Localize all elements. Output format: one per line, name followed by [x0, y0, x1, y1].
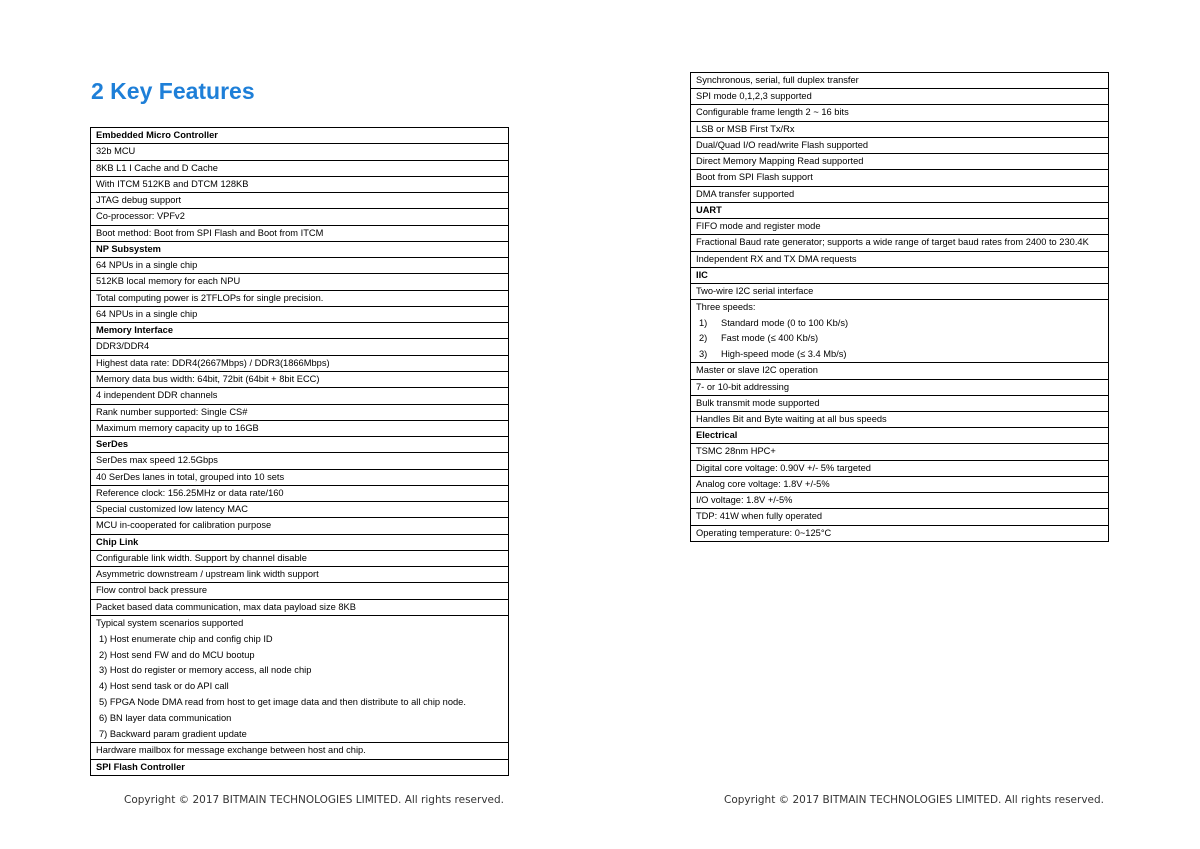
feature-cell: DDR3/DDR4	[91, 339, 509, 355]
feature-cell: Highest data rate: DDR4(2667Mbps) / DDR3(1866Mbps)	[91, 355, 509, 371]
table-row	[91, 144, 509, 160]
features-table-left	[90, 127, 509, 776]
footer-copyright-right: Copyright © 2017 BITMAIN TECHNOLOGIES LIMITED. All rights reserved.	[724, 794, 1105, 806]
feature-cell: Fractional Baud rate generator; supports a wide range of target baud rates from 2400 to 230.4K	[691, 235, 1109, 251]
feature-cell: Packet based data communication, max data payload size 8KB	[91, 599, 509, 615]
feature-cell: Bulk transmit mode supported	[691, 395, 1109, 411]
table-row	[691, 251, 1109, 267]
feature-cell: 512KB local memory for each NPU	[91, 274, 509, 290]
table-row	[691, 444, 1109, 460]
list-item-text: Fast mode (≤ 400 Kb/s)	[721, 333, 819, 344]
feature-list-item	[696, 331, 1103, 347]
table-row	[91, 160, 509, 176]
feature-cell: Reference clock: 156.25MHz or data rate/160	[91, 485, 509, 501]
table-row	[91, 743, 509, 759]
list-item-number: 2)	[699, 333, 708, 344]
list-item-number: 1)	[699, 317, 708, 328]
feature-cell: Co-processor: VPFv2	[91, 209, 509, 225]
table-row	[691, 525, 1109, 541]
feature-cell: Special customized low latency MAC	[91, 502, 509, 518]
feature-cell: 8KB L1 I Cache and D Cache	[91, 160, 509, 176]
table-row	[91, 339, 509, 355]
page-title: 2 Key Features	[91, 78, 255, 104]
feature-cell: 64 NPUs in a single chip	[91, 258, 509, 274]
features-table-right-body	[691, 73, 1109, 542]
list-item-text: High-speed mode (≤ 3.4 Mb/s)	[721, 348, 847, 359]
table-row	[91, 209, 509, 225]
table-row	[91, 615, 509, 742]
table-row	[691, 137, 1109, 153]
feature-cell: Digital core voltage: 0.90V +/- 5% targeted	[691, 460, 1109, 476]
list-item-number: 3)	[699, 348, 708, 359]
table-row	[691, 300, 1109, 363]
table-row	[691, 395, 1109, 411]
section-header-row	[91, 241, 509, 257]
section-header: Embedded Micro Controller	[91, 128, 509, 144]
feature-cell: Operating temperature: 0~125°C	[691, 525, 1109, 541]
feature-cell: Independent RX and TX DMA requests	[691, 251, 1109, 267]
feature-cell: Asymmetric downstream / upstream link width support	[91, 567, 509, 583]
feature-cell: Boot from SPI Flash support	[691, 170, 1109, 186]
table-row	[91, 599, 509, 615]
features-table-right	[690, 72, 1109, 542]
feature-cell: Synchronous, serial, full duplex transfer	[691, 73, 1109, 89]
table-row	[691, 121, 1109, 137]
table-row	[691, 284, 1109, 300]
table-row	[91, 469, 509, 485]
feature-cell: Two-wire I2C serial interface	[691, 284, 1109, 300]
feature-cell: Handles Bit and Byte waiting at all bus speeds	[691, 411, 1109, 427]
table-row	[91, 176, 509, 192]
table-row	[91, 583, 509, 599]
feature-cell: TSMC 28nm HPC+	[691, 444, 1109, 460]
table-row	[691, 235, 1109, 251]
feature-list-cell	[91, 615, 509, 742]
section-header: Memory Interface	[91, 323, 509, 339]
feature-cell: 32b MCU	[91, 144, 509, 160]
section-header: Electrical	[691, 428, 1109, 444]
section-header-row	[691, 428, 1109, 444]
feature-cell: Hardware mailbox for message exchange between host and chip.	[91, 743, 509, 759]
table-row	[91, 193, 509, 209]
feature-list-item	[696, 347, 1103, 363]
section-header: NP Subsystem	[91, 241, 509, 257]
feature-cell: Configurable link width. Support by channel disable	[91, 550, 509, 566]
feature-list-title: Typical system scenarios supported	[96, 617, 244, 628]
table-row	[691, 105, 1109, 121]
feature-list-item: 1) Host enumerate chip and config chip ID	[99, 633, 273, 644]
table-row	[691, 509, 1109, 525]
features-table-left-body	[91, 128, 509, 776]
table-row	[91, 355, 509, 371]
table-row	[91, 274, 509, 290]
table-row	[691, 493, 1109, 509]
table-row	[91, 225, 509, 241]
feature-cell: SPI mode 0,1,2,3 supported	[691, 89, 1109, 105]
section-header-row	[91, 534, 509, 550]
feature-cell: Maximum memory capacity up to 16GB	[91, 420, 509, 436]
section-header-row	[691, 267, 1109, 283]
feature-cell: TDP: 41W when fully operated	[691, 509, 1109, 525]
table-row	[691, 186, 1109, 202]
section-header: IIC	[691, 267, 1109, 283]
table-row	[91, 388, 509, 404]
feature-cell: 64 NPUs in a single chip	[91, 306, 509, 322]
feature-cell: 40 SerDes lanes in total, grouped into 10 sets	[91, 469, 509, 485]
table-row	[691, 219, 1109, 235]
table-row	[91, 485, 509, 501]
footer-copyright-left: Copyright © 2017 BITMAIN TECHNOLOGIES LIMITED. All rights reserved.	[124, 794, 505, 806]
table-row	[91, 258, 509, 274]
feature-list-item: 7) Backward param gradient update	[99, 728, 247, 739]
feature-list-item	[696, 316, 1103, 332]
feature-cell: Flow control back pressure	[91, 583, 509, 599]
feature-cell: Boot method: Boot from SPI Flash and Boot from ITCM	[91, 225, 509, 241]
table-row	[91, 371, 509, 387]
feature-list-cell	[691, 300, 1109, 363]
feature-cell: FIFO mode and register mode	[691, 219, 1109, 235]
table-row	[691, 476, 1109, 492]
feature-cell: DMA transfer supported	[691, 186, 1109, 202]
table-row	[91, 420, 509, 436]
section-header: SerDes	[91, 437, 509, 453]
feature-cell: LSB or MSB First Tx/Rx	[691, 121, 1109, 137]
feature-cell: Rank number supported: Single CS#	[91, 404, 509, 420]
list-item-text: Standard mode (0 to 100 Kb/s)	[721, 317, 849, 328]
table-row	[691, 154, 1109, 170]
feature-cell: Dual/Quad I/O read/write Flash supported	[691, 137, 1109, 153]
table-row	[91, 306, 509, 322]
table-row	[91, 453, 509, 469]
section-header-row	[91, 759, 509, 775]
table-row	[91, 290, 509, 306]
table-row	[691, 89, 1109, 105]
feature-cell: With ITCM 512KB and DTCM 128KB	[91, 176, 509, 192]
feature-cell: Master or slave I2C operation	[691, 363, 1109, 379]
table-row	[91, 404, 509, 420]
section-header: UART	[691, 202, 1109, 218]
table-row	[691, 363, 1109, 379]
table-row	[691, 379, 1109, 395]
table-row	[91, 550, 509, 566]
table-row	[691, 411, 1109, 427]
feature-list-item: 6) BN layer data communication	[99, 712, 232, 723]
table-row	[91, 502, 509, 518]
feature-list-title: Three speeds:	[696, 302, 756, 313]
feature-list-item: 3) Host do register or memory access, all node chip	[99, 665, 312, 676]
feature-cell: Total computing power is 2TFLOPs for single precision.	[91, 290, 509, 306]
feature-cell: MCU in-cooperated for calibration purpose	[91, 518, 509, 534]
section-header-row	[691, 202, 1109, 218]
table-row	[91, 518, 509, 534]
feature-cell: Direct Memory Mapping Read supported	[691, 154, 1109, 170]
feature-cell: I/O voltage: 1.8V +/-5%	[691, 493, 1109, 509]
feature-list-item: 4) Host send task or do API call	[99, 681, 229, 692]
section-header: SPI Flash Controller	[91, 759, 509, 775]
table-row	[91, 567, 509, 583]
table-row	[691, 73, 1109, 89]
feature-cell: 4 independent DDR channels	[91, 388, 509, 404]
table-row	[691, 170, 1109, 186]
section-header-row	[91, 128, 509, 144]
section-header-row	[91, 323, 509, 339]
feature-list-item: 2) Host send FW and do MCU bootup	[99, 649, 255, 660]
feature-cell: SerDes max speed 12.5Gbps	[91, 453, 509, 469]
section-header: Chip Link	[91, 534, 509, 550]
feature-cell: Configurable frame length 2 ~ 16 bits	[691, 105, 1109, 121]
feature-cell: Analog core voltage: 1.8V +/-5%	[691, 476, 1109, 492]
table-row	[691, 460, 1109, 476]
feature-list-item: 5) FPGA Node DMA read from host to get image data and then distribute to all chip node.	[99, 696, 466, 707]
feature-cell: JTAG debug support	[91, 193, 509, 209]
feature-cell: 7- or 10-bit addressing	[691, 379, 1109, 395]
feature-cell: Memory data bus width: 64bit, 72bit (64bit + 8bit ECC)	[91, 371, 509, 387]
section-header-row	[91, 437, 509, 453]
